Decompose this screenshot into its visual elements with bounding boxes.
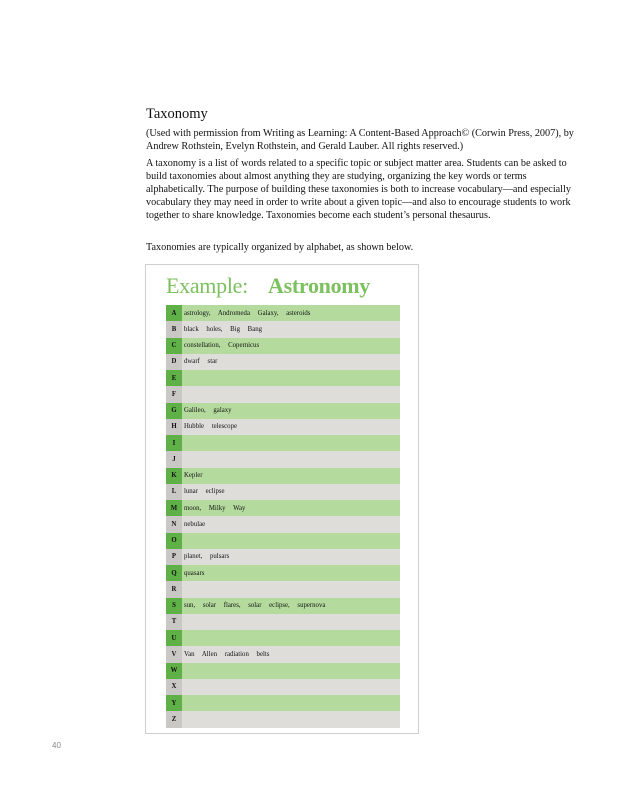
row-words: lunar eclipse bbox=[184, 488, 225, 496]
row-letter: R bbox=[166, 581, 182, 597]
row-words: Galileo, galaxy bbox=[184, 407, 232, 415]
row-letter: H bbox=[166, 419, 182, 435]
table-row bbox=[166, 484, 400, 500]
table-row bbox=[166, 695, 400, 711]
table-row bbox=[166, 533, 400, 549]
table-row bbox=[166, 663, 400, 679]
row-letter: N bbox=[166, 516, 182, 532]
table-row bbox=[166, 614, 400, 630]
row-letter: O bbox=[166, 533, 182, 549]
table-row bbox=[166, 581, 400, 597]
table-row bbox=[166, 549, 400, 565]
row-letter: S bbox=[166, 598, 182, 614]
row-words: constellation, Copernicus bbox=[184, 342, 260, 350]
row-letter: T bbox=[166, 614, 182, 630]
row-letter: D bbox=[166, 354, 182, 370]
table-row bbox=[166, 598, 400, 614]
table-row bbox=[166, 500, 400, 516]
row-letter: K bbox=[166, 468, 182, 484]
row-letter: L bbox=[166, 484, 182, 500]
definition-paragraph: A taxonomy is a list of words related to a specific topic or subject matter area. Students can be asked to build taxonomies about almost anything they are studying, organizing the key words or terms alphabetically. The purpose of building these taxonomies is both to increase vocabulary—and especially vocabulary they may need in order to write about a given topic—and also to encourage students to work together to share knowledge. Taxonomies become each student’s personal thesaurus. bbox=[146, 158, 571, 221]
row-letter: E bbox=[166, 370, 182, 386]
table-row bbox=[166, 305, 400, 321]
row-letter: I bbox=[166, 435, 182, 451]
row-letter: G bbox=[166, 403, 182, 419]
citation-paragraph: (Used with permission from Writing as Learning: A Content-Based Approach© (Corwin Press, 2007), by Andrew Rothstein, Evelyn Rothstein, and Gerald Lauber. All rights reserved.) bbox=[146, 128, 574, 152]
row-words: dwarf star bbox=[184, 358, 218, 366]
row-letter: M bbox=[166, 500, 182, 516]
table-row bbox=[166, 679, 400, 695]
row-letter: C bbox=[166, 338, 182, 354]
table-row bbox=[166, 386, 400, 402]
intro-paragraph: Taxonomies are typically organized by alphabet, as shown below. bbox=[146, 242, 414, 253]
table-row bbox=[166, 451, 400, 467]
page-number: 40 bbox=[52, 741, 61, 750]
row-words: quasars bbox=[184, 569, 205, 577]
table-row bbox=[166, 338, 400, 354]
table-row bbox=[166, 403, 400, 419]
row-words: Hubble telescope bbox=[184, 423, 237, 431]
row-words: astrology, Andromeda Galaxy, asteroids bbox=[184, 309, 311, 317]
row-letter: U bbox=[166, 630, 182, 646]
table-row bbox=[166, 435, 400, 451]
row-words: sun, solar flares, solar eclipse, supernova bbox=[184, 602, 326, 610]
table-row bbox=[166, 419, 400, 435]
row-words: Kepler bbox=[184, 472, 203, 480]
figure-title bbox=[166, 273, 370, 299]
row-words: moon, Milky Way bbox=[184, 504, 246, 512]
row-letter: W bbox=[166, 663, 182, 679]
figure-title-topic: Astronomy bbox=[268, 273, 371, 298]
row-words: planet, pulsars bbox=[184, 553, 230, 561]
table-row bbox=[166, 354, 400, 370]
row-letter: P bbox=[166, 549, 182, 565]
row-words: black holes, Big Bang bbox=[184, 325, 263, 333]
row-letter: F bbox=[166, 386, 182, 402]
taxonomy-table bbox=[166, 305, 400, 728]
row-letter: B bbox=[166, 321, 182, 337]
figure-title-prefix: Example: bbox=[166, 273, 248, 298]
table-row bbox=[166, 711, 400, 727]
table-row bbox=[166, 646, 400, 662]
row-words: nebulae bbox=[184, 520, 206, 528]
row-letter: J bbox=[166, 451, 182, 467]
table-row bbox=[166, 516, 400, 532]
table-row bbox=[166, 321, 400, 337]
table-row bbox=[166, 630, 400, 646]
row-letter: Z bbox=[166, 711, 182, 727]
page-title: Taxonomy bbox=[146, 106, 208, 122]
row-letter: X bbox=[166, 679, 182, 695]
row-letter: V bbox=[166, 646, 182, 662]
table-row bbox=[166, 370, 400, 386]
taxonomy-figure bbox=[145, 264, 419, 734]
table-row bbox=[166, 565, 400, 581]
row-letter: Y bbox=[166, 695, 182, 711]
table-row bbox=[166, 468, 400, 484]
row-letter: A bbox=[166, 305, 182, 321]
row-letter: Q bbox=[166, 565, 182, 581]
row-words: Van Allen radiation belts bbox=[184, 650, 270, 658]
